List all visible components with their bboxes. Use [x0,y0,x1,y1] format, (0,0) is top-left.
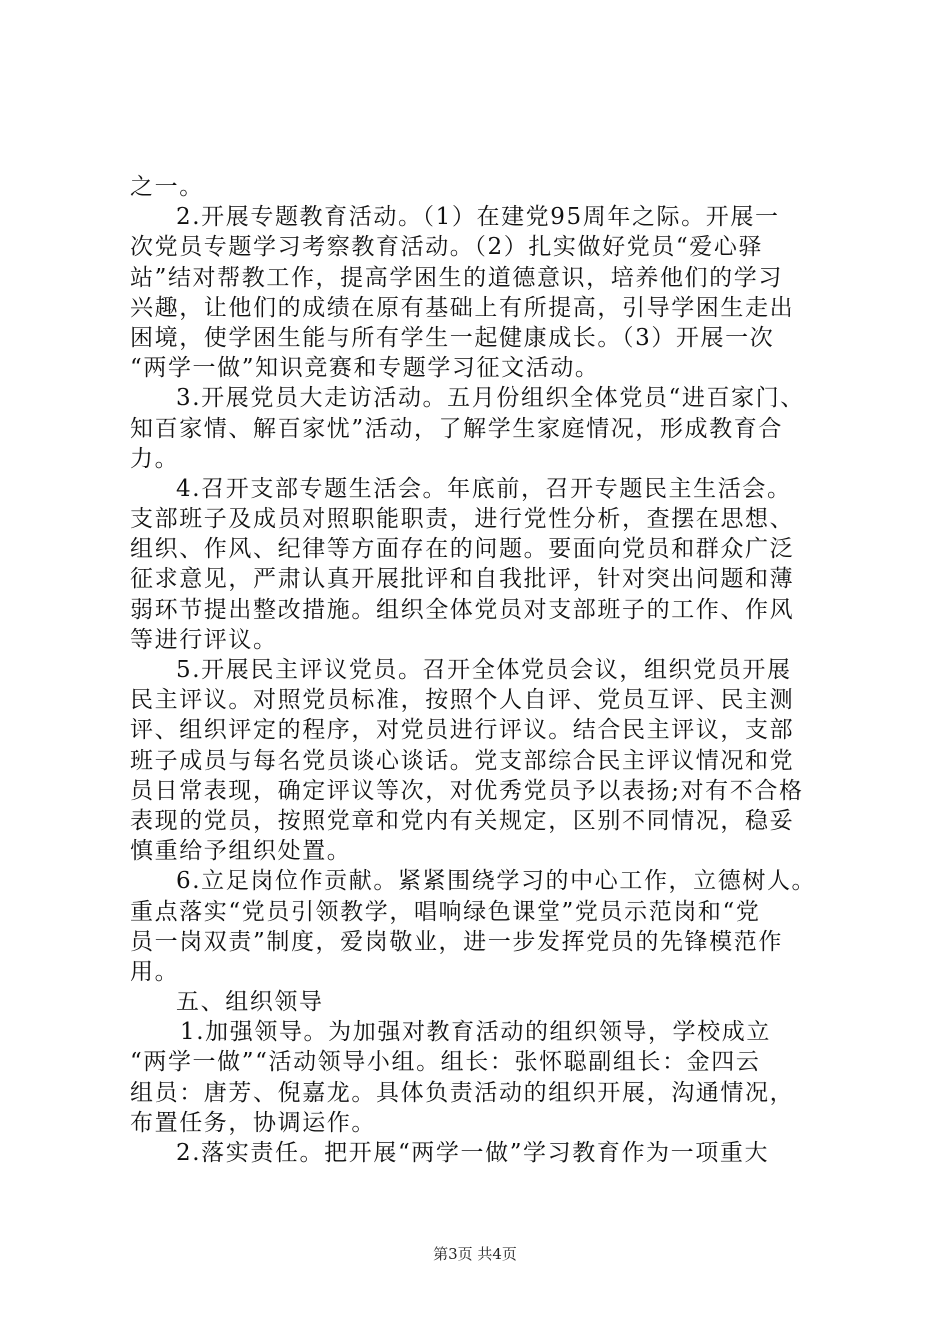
text-line: 3.开展党员大走访活动。五月份组织全体党员“进百家门、 [176,385,805,412]
text-line: “两学一做”知识竞赛和专题学习征文活动。 [130,355,600,382]
text-line: 困境，使学困生能与所有学生一起健康成长。（3）开展一次 [130,324,775,351]
text-line: 6.立足岗位作贡献。紧紧围绕学习的中心工作，立德树人。 [176,868,817,895]
text-line: 征求意见，严肃认真开展批评和自我批评，针对突出问题和薄 [130,566,795,593]
text-line: 慎重给予组织处置。 [130,838,352,865]
text-line: 员一岗双责”制度，爱岗敬业，进一步发挥党员的先锋模范作 [130,928,783,955]
text-line: 弱环节提出整改措施。组织全体党员对支部班子的工作、作风 [130,596,795,623]
text-line: 班子成员与每名党员谈心谈话。党支部综合民主评议情况和党 [130,747,795,774]
text-line: 站”结对帮教工作，提高学困生的道德意识，培养他们的学习 [130,264,783,291]
text-line: 之一。 [130,174,204,200]
text-line: 组织、作风、纪律等方面存在的问题。要面向党员和群众广泛 [130,536,795,563]
text-line: 民主评议。对照党员标准，按照个人自评、党员互评、民主测 [130,687,795,714]
text-line: 力。 [130,445,180,472]
section-heading: 五、组织领导 [176,989,324,1016]
text-line: 兴趣，让他们的成绩在原有基础上有所提高，引导学困生走出 [130,294,795,321]
text-line: 等进行评议。 [130,626,278,653]
text-line: 组员：唐芳、倪嘉龙。具体负责活动的组织开展，沟通情况， [130,1079,795,1106]
page-footer [0,1243,950,1264]
text-line: 重点落实“党员引领教学，唱响绿色课堂”党员示范岗和“党 [130,898,761,925]
text-line: 布置任务，协调运作。 [130,1109,376,1136]
text-line: 员日常表现，确定评议等次，对优秀党员予以表扬;对有不合格 [130,777,804,804]
text-line: 次党员专题学习考察教育活动。（2）扎实做好党员“爱心驿 [130,234,764,261]
text-line: 评、组织评定的程序，对党员进行评议。结合民主评议，支部 [130,717,795,744]
text-line: 1.加强领导。为加强对教育活动的组织领导，学校成立 [180,1019,771,1046]
text-line: 表现的党员，按照党章和党内有关规定，区别不同情况，稳妥 [130,807,795,834]
page-number: 第3页 共4页 [433,1245,517,1263]
text-line: 2.落实责任。把开展“两学一做”学习教育作为一项重大 [176,1140,770,1166]
text-line: “两学一做”“活动领导小组。组长：张怀聪副组长：金四云 [130,1049,761,1076]
text-line: 知百家情、解百家忧”活动，了解学生家庭情况，形成教育合 [130,415,783,442]
text-line: 5.开展民主评议党员。召开全体党员会议，组织党员开展 [176,657,792,683]
document-body [130,172,830,1168]
text-line: 支部班子及成员对照职能职责，进行党性分析，查摆在思想、 [130,506,795,533]
text-line: 用。 [130,958,180,985]
text-line: 4.召开支部专题生活会。年底前，召开专题民主生活会。 [176,475,792,502]
text-line: 2.开展专题教育活动。（1）在建党95周年之际。开展一 [176,204,780,231]
